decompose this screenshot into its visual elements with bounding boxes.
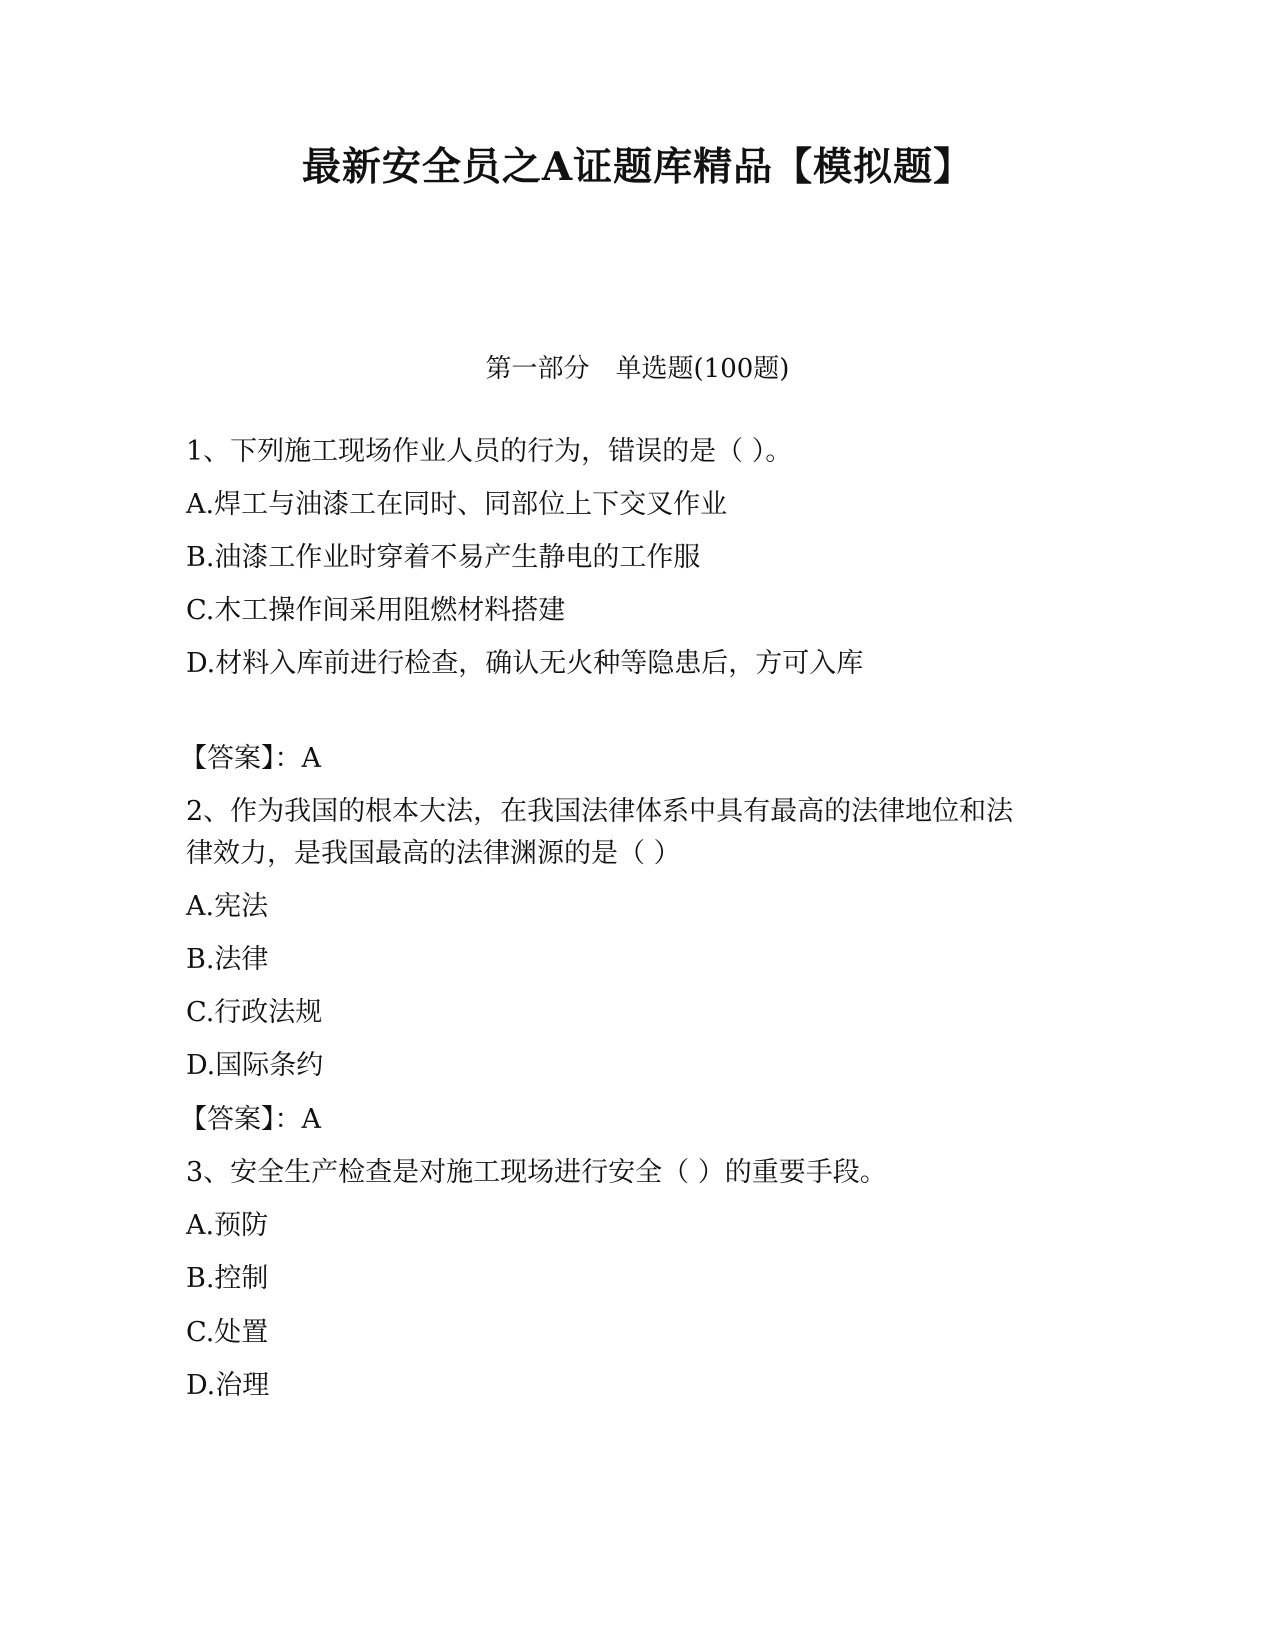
question-2-option-b: B.法律 xyxy=(186,944,269,975)
question-2-option-a: A.宪法 xyxy=(186,891,269,922)
question-2-stem-line-1: 2、作为我国的根本大法，在我国法律体系中具有最高的法律地位和法 xyxy=(186,796,1014,827)
question-3-stem: 3、安全生产检查是对施工现场进行安全（ ）的重要手段。 xyxy=(186,1157,887,1188)
question-2-option-d: D.国际条约 xyxy=(186,1050,324,1081)
question-3-option-a: A.预防 xyxy=(186,1210,269,1241)
question-1-option-a: A.焊工与油漆工在同时、同部位上下交叉作业 xyxy=(186,489,728,520)
question-1-option-c: C.木工操作间采用阻燃材料搭建 xyxy=(186,595,566,626)
question-1-option-b: B.油漆工作业时穿着不易产生静电的工作服 xyxy=(186,542,701,573)
question-2-stem-line-2: 律效力，是我国最高的法律渊源的是（ ） xyxy=(186,838,681,869)
question-1-stem: 1、下列施工现场作业人员的行为，错误的是（ ）。 xyxy=(186,436,793,467)
question-3-option-b: B.控制 xyxy=(186,1263,269,1294)
question-2-option-c: C.行政法规 xyxy=(186,997,323,1028)
question-3-option-c: C.处置 xyxy=(186,1317,269,1348)
section-heading: 第一部分 单选题(100题) xyxy=(485,354,790,384)
question-1-option-d: D.材料入库前进行检查，确认无火种等隐患后，方可入库 xyxy=(186,648,864,679)
question-1-answer: 【答案】：A xyxy=(180,743,321,774)
question-2-answer: 【答案】：A xyxy=(180,1104,321,1135)
document-title: 最新安全员之A证题库精品【模拟题】 xyxy=(301,144,974,190)
question-3-option-d: D.治理 xyxy=(186,1370,270,1401)
